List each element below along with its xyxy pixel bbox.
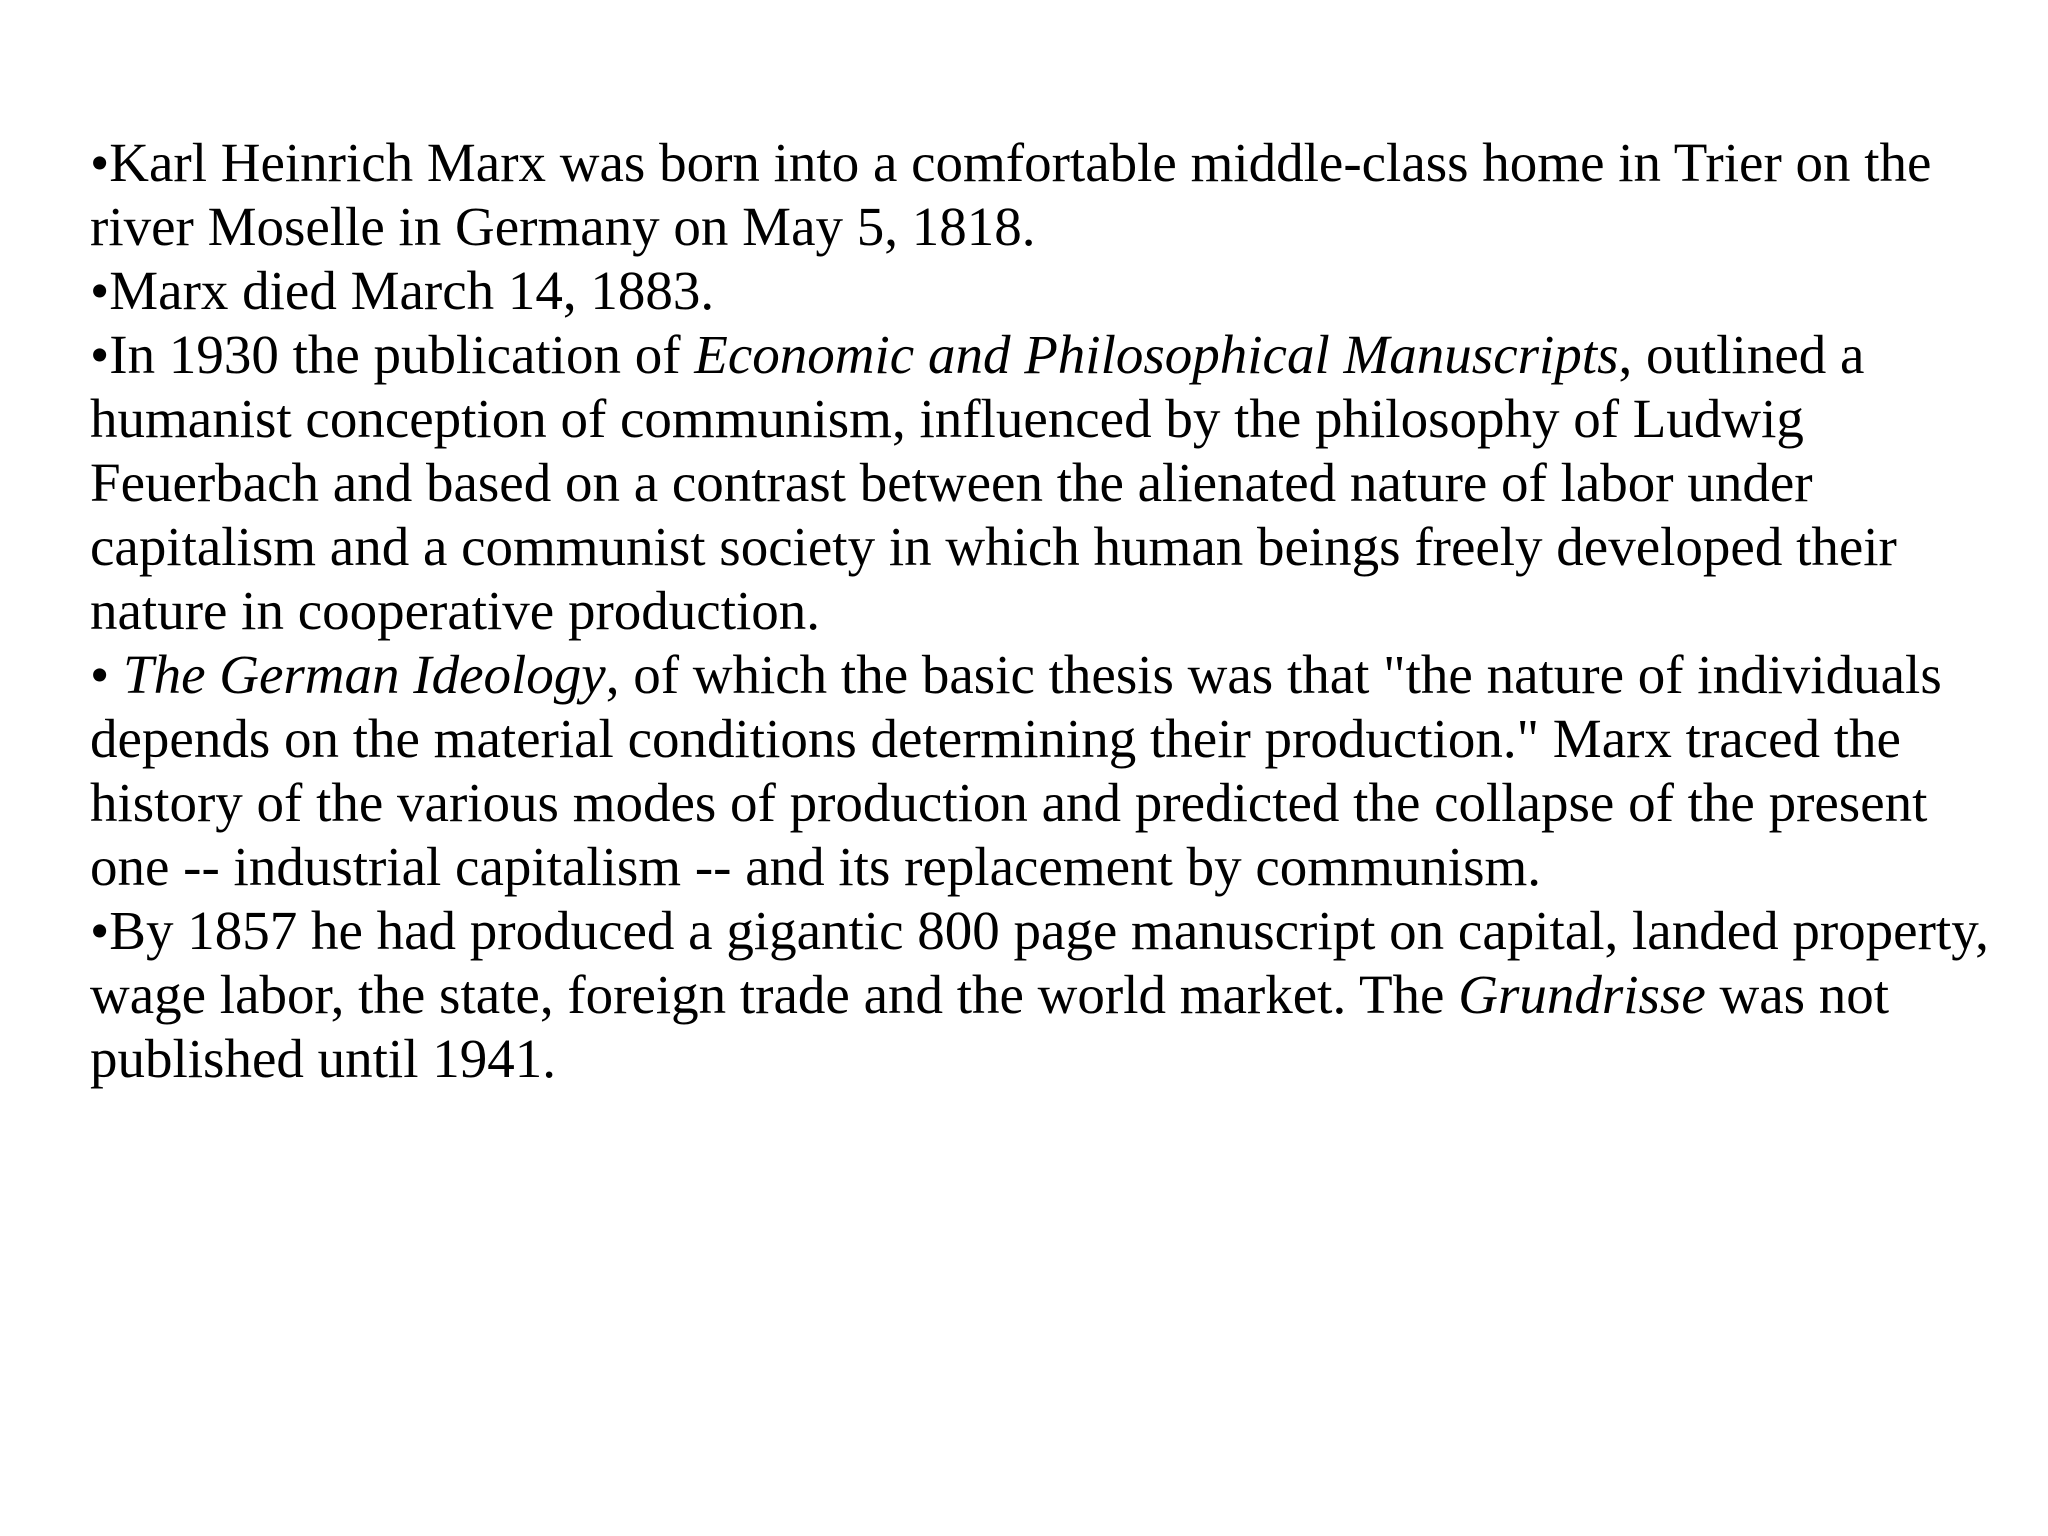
bullet-manuscripts [90,323,2008,643]
bullet-birth [90,131,2008,259]
bullet-death-text: •Marx died March 14, 1883. [90,260,715,321]
bullet-german-ideology-rest: , of which the basic thesis was that "the nature of individuals depends on the material conditions determining their production." Marx traced the history of the various modes of production and predicted the collapse of the present one -- industrial capitalism -- and its replacement by communism. [90,644,1942,897]
bullet-grundrisse-rest: was not published until 1941. [90,964,1890,1089]
bullet-grundrisse-intro: •By 1857 he had produced a gigantic 800 page manuscript on capital, landed property, wage labor, the state, foreign trade and the world market. The [90,900,1989,1025]
bullet-birth-text: •Karl Heinrich Marx was born into a comfortable middle-class home in Trier on the river Moselle in Germany on May 5, 1818. [90,132,1932,257]
bullet-grundrisse [90,899,2008,1091]
slide-body-text [90,131,2008,1091]
book-title-economic-philosophical-manuscripts: Economic and Philosophical Manuscripts [694,324,1619,385]
bullet-german-ideology-marker: • [90,644,124,705]
book-title-grundrisse: Grundrisse [1458,964,1706,1025]
book-title-german-ideology: The German Ideology [123,644,606,705]
bullet-death [90,259,2008,323]
bullet-manuscripts-rest: , outlined a humanist conception of communism, influenced by the philosophy of Ludwig Feuerbach and based on a contrast between the alienated nature of labor under capitalism and a communist society in which human beings freely developed their nature in cooperative production. [90,324,1897,641]
bullet-german-ideology [90,643,2008,899]
bullet-manuscripts-intro: •In 1930 the publication of [90,324,695,385]
